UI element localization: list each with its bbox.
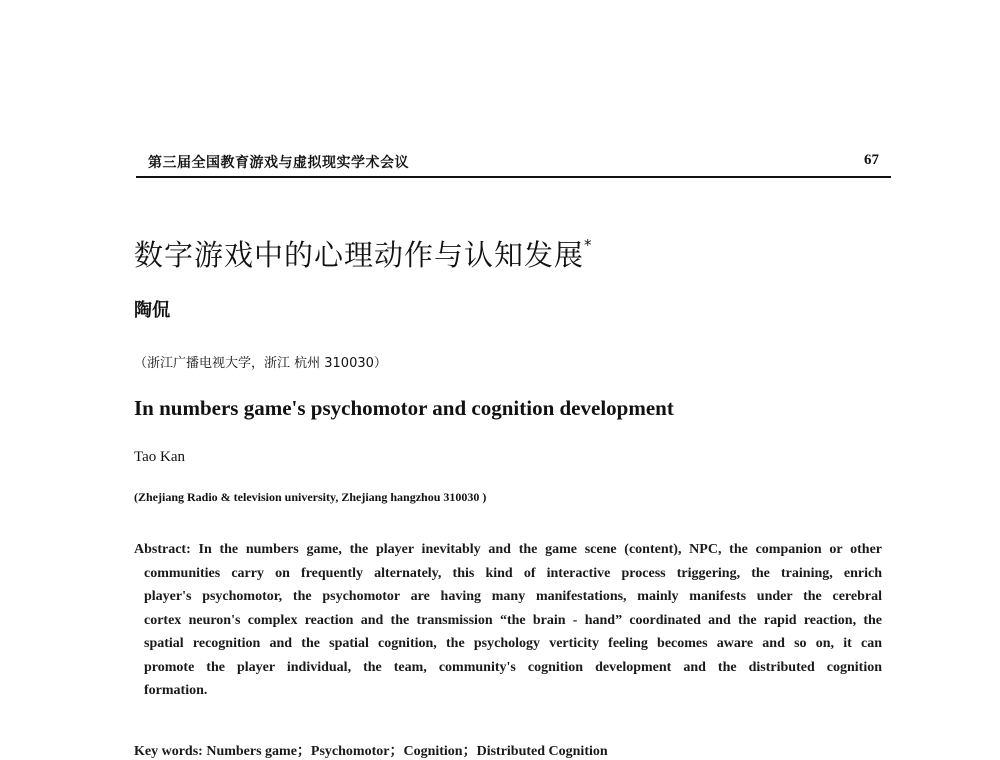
abstract xyxy=(134,538,882,703)
english-author: Tao Kan xyxy=(134,449,186,465)
abstract-line: player's psychomotor, the psychomotor are having many manifestations, mainly manifests under the cerebral xyxy=(144,589,882,604)
title-footnote-mark: * xyxy=(584,236,593,255)
abstract-line-text: In the numbers game, the player inevitably and the game scene (content), NPC, the companion or other xyxy=(198,542,882,557)
abstract-label: Abstract: xyxy=(134,542,191,557)
english-title: In numbers game's psychomotor and cognition development xyxy=(134,396,674,420)
abstract-line: promote the player individual, the team, community's cognition development and the distributed cognition xyxy=(144,659,882,675)
keywords-text: Numbers game；Psychomotor；Cognition；Distributed Cognition xyxy=(206,744,608,759)
abstract-line: formation. xyxy=(144,683,208,698)
running-header xyxy=(136,150,891,178)
english-affiliation: (Zhejiang Radio & television university, Zhejiang hangzhou 310030 ) xyxy=(134,490,487,504)
chinese-author: 陶侃 xyxy=(134,300,170,321)
chinese-title xyxy=(134,233,593,274)
chinese-title-text: 数字游戏中的心理动作与认知发展 xyxy=(134,238,585,272)
journal-name: 第三届全国教育游戏与虚拟现实学术会议 xyxy=(148,155,409,171)
keywords xyxy=(134,740,608,760)
abstract-line: spatial recognition and the spatial cognition, the psychology verticity feeling becomes aware and so on, it can xyxy=(144,636,882,651)
abstract-line: communities carry on frequently alternately, this kind of interactive process triggering, the training, enrich xyxy=(144,565,882,581)
page-number: 67 xyxy=(864,152,879,168)
abstract-line: cortex neuron's complex reaction and the transmission “the brain - hand” coordinated and the rapid reaction, the xyxy=(144,612,882,628)
chinese-affiliation: （浙江广播电视大学，浙江 杭州 310030） xyxy=(134,356,387,371)
keywords-label: Key words: xyxy=(134,744,203,759)
abstract-line xyxy=(134,538,882,562)
